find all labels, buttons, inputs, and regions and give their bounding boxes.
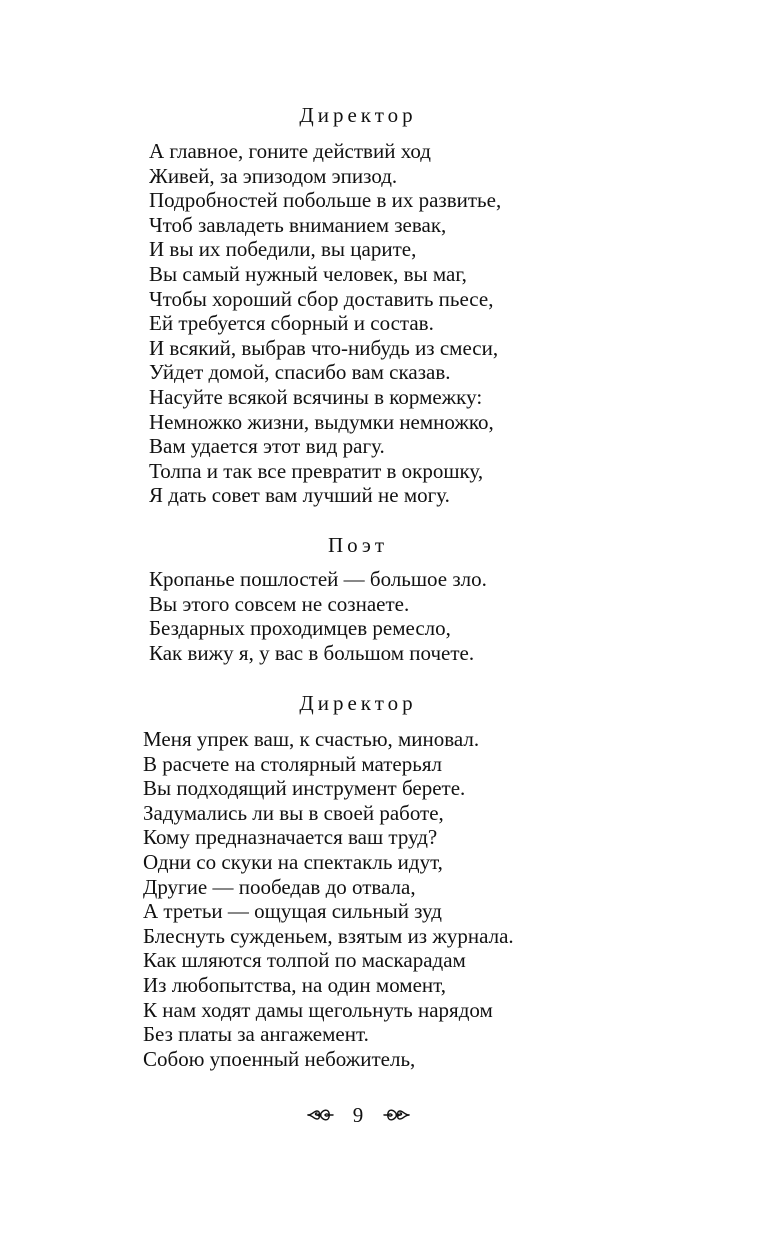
verse-line: Другие — пообедав до отвала, <box>143 874 416 899</box>
verse-line: Уйдет домой, спасибо вам сказав. <box>149 360 451 385</box>
speaker-name: Директор <box>299 691 417 715</box>
verse-line: В расчете на столярный матерьял <box>143 751 442 776</box>
verse-line: Вы этого совсем не сознаете. <box>149 591 410 616</box>
verse-line: Подробностей побольше в их развитье, <box>149 188 502 213</box>
verse-line: Без платы за ангажемент. <box>143 1022 369 1047</box>
page-footer <box>0 1100 716 1128</box>
verse-line: Немножко жизни, выдумки немножко, <box>149 409 494 434</box>
verse-line: Вы самый нужный человек, вы маг, <box>149 261 467 286</box>
verse-line: Вы подходящий инструмент берете. <box>143 776 466 801</box>
verse-line: Бездарных проходимцев ремесло, <box>149 616 451 641</box>
speaker-name: Поэт <box>327 533 389 557</box>
speaker-name: Директор <box>299 103 417 127</box>
verse-line: Одни со скуки на спектакль идут, <box>143 849 443 874</box>
verse-line: А главное, гоните действий ход <box>149 139 431 163</box>
verse-line: Задумались ли вы в своей работе, <box>143 800 444 825</box>
verse-stanza <box>143 727 514 1071</box>
verse-line: Я дать совет вам лучший не могу. <box>149 483 450 508</box>
verse-stanza <box>149 567 487 665</box>
verse-line: И вы их победили, вы царите, <box>149 237 417 262</box>
verse-line: Кропанье пошлостей — большое зло. <box>149 567 487 591</box>
verse-line: Насуйте всякой всячины в кормежку: <box>149 384 483 409</box>
fleuron-ornament-icon <box>306 1105 334 1125</box>
fleuron-ornament-icon <box>383 1105 411 1125</box>
verse-line: А третьи — ощущая сильный зуд <box>143 899 442 924</box>
verse-line: Собою упоенный небожитель, <box>143 1046 416 1071</box>
verse-line: Из любопытства, на один момент, <box>143 972 447 997</box>
verse-line: Живей, за эпизодом эпизод. <box>149 163 398 188</box>
verse-line: Блеснуть сужденьем, взятым из журнала. <box>143 923 514 948</box>
verse-line: Чтобы хороший сбор доставить пьесе, <box>149 286 494 311</box>
verse-stanza <box>149 139 501 508</box>
verse-line: Как вижу я, у вас в большом почете. <box>149 640 475 665</box>
verse-line: Кому предназначается ваш труд? <box>143 825 438 850</box>
verse-line: Ей требуется сборный и состав. <box>149 311 434 336</box>
verse-line: Толпа и так все превратит в окрошку, <box>149 458 484 483</box>
verse-line: Вам удается этот вид рагу. <box>149 434 385 459</box>
verse-line: И всякий, выбрав что-нибудь из смеси, <box>149 335 499 360</box>
page-number: 9 <box>352 1103 364 1128</box>
verse-line: Как шляются толпой по маскарадам <box>143 948 466 973</box>
verse-line: Чтоб завладеть вниманием зевак, <box>149 212 447 237</box>
verse-line: К нам ходят дамы щегольнуть нарядом <box>143 997 493 1022</box>
verse-line: Меня упрек ваш, к счастью, миновал. <box>143 727 480 751</box>
